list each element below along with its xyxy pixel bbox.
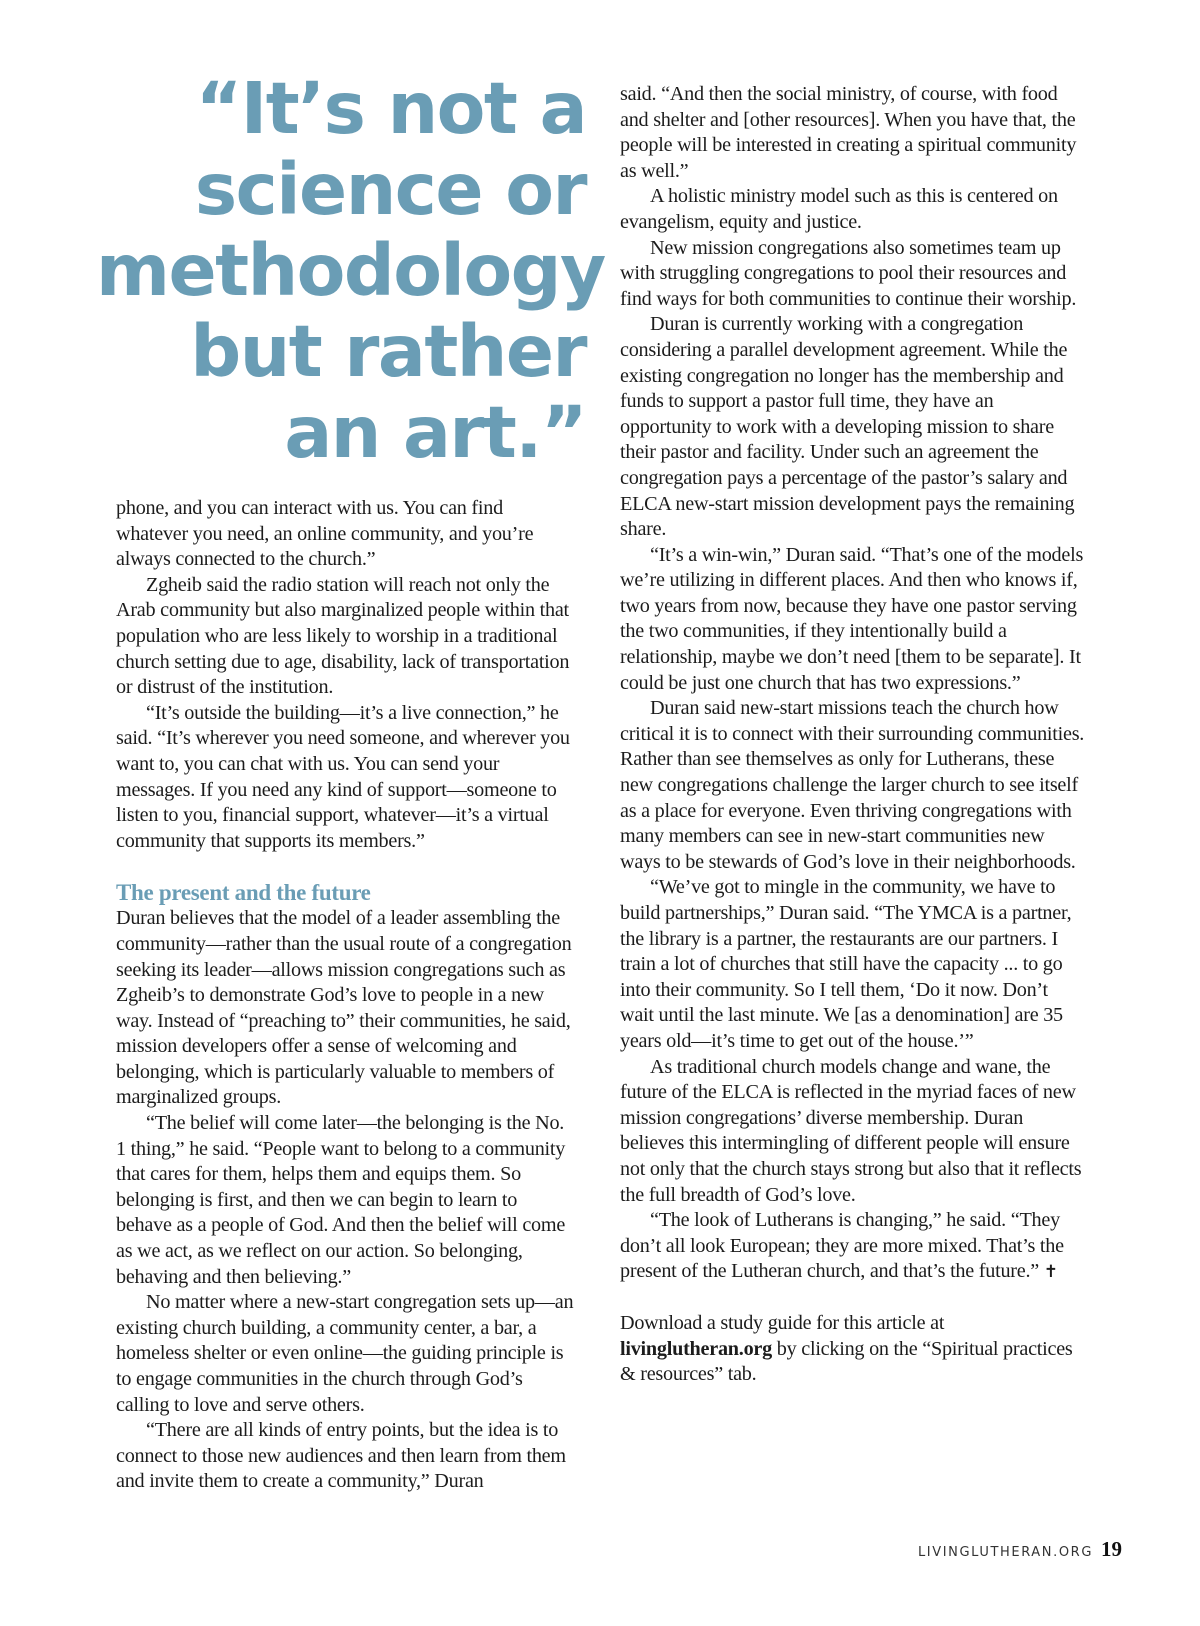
paragraph: “It’s outside the building—it’s a live connection,” he said. “It’s wherever you need someone, and wherever you want to, you can chat with us. You can send your messages. If you need any kind of support—someone to listen to you, financial support, whatever—it’s a virtual community that supports its members.” — [116, 701, 570, 852]
footer-site: LIVINGLUTHERAN.ORG — [917, 1545, 1093, 1560]
paragraph: A holistic ministry model such as this is centered on evangelism, equity and justice. — [620, 185, 1058, 233]
paragraph: As traditional church models change and wane, the future of the ELCA is reflected in the myriad faces of new mission congregations’ diverse membership. Duran believes this intermingling of different people will ensure not only that the church stays strong but also that it reflects the full breadth of God’s love. — [620, 1055, 1082, 1206]
pull-quote-line: but rather — [190, 310, 586, 393]
paragraph: Zgheib said the radio station will reach not only the Arab community but also marginalized people within that population who are less likely to worship in a traditional church setting due to age, disability, lack of transportation or distrust of the institution. — [116, 573, 570, 699]
paragraph: said. “And then the social ministry, of course, with food and shelter and [other resources]. When you have that, the people will be interested in creating a spiritual community as well.” — [620, 83, 1077, 182]
pull-quote-line: methodology — [96, 229, 605, 312]
paragraph: Duran said new-start missions teach the church how critical it is to connect with their surrounding communities. Rather than see themselves as only for Lutherans, these new congregations challenge the larger church to see itself as a place for everyone. Even thriving congregations with many members can see in new-start communities new ways to be stewards of God’s love in their neighborhoods. — [620, 697, 1085, 873]
cross-end-mark-icon: ✝ — [1043, 1262, 1058, 1283]
paragraph: phone, and you can interact with us. You can find whatever you need, an online community, and you’re always connected to the church.” — [116, 497, 534, 571]
pull-quote — [96, 67, 605, 474]
pull-quote-line: science or — [194, 148, 586, 231]
paragraph: “There are all kinds of entry points, but the idea is to connect to those new audiences and then learn from them and invite them to create a community,” Duran — [116, 1419, 566, 1493]
study-guide-note — [620, 1311, 1086, 1388]
page-footer — [918, 1537, 1122, 1562]
study-guide-text — [620, 1311, 1086, 1388]
left-column — [116, 496, 576, 1495]
study-guide-link[interactable]: livinglutheran.org — [620, 1337, 772, 1360]
paragraph: Duran believes that the model of a leader assembling the community—rather than the usual route of a congregation seeking its leader—allows mission congregations such as Zgheib’s to demonstrate God’s love to people in a new way. Instead of “preaching to” their communities, he said, mission developers offer a sense of welcoming and belonging, which is particularly valuable to members of marginalized groups. — [116, 907, 572, 1109]
right-column — [620, 82, 1086, 1388]
paragraph: Duran is currently working with a congregation considering a parallel development agreement. While the existing congregation no longer has the membership and funds to support a pastor full time, they have an opportunity to work with a developing mission to share their pastor and facility. Under such an agreement the congregation pays a percentage of the pastor’s salary and ELCA new-start mission development pays the remaining share. — [620, 313, 1075, 541]
study-guide-after: by clicking on the “Spiritual practices & resources” tab. — [620, 1337, 1073, 1386]
paragraph: No matter where a new-start congregation sets up—an existing church building, a community center, a bar, a homeless shelter or even online—the guiding principle is to engage communities in the church through God’s calling to love and serve others. — [116, 1291, 574, 1416]
pull-quote-line: “It’s not a — [195, 67, 586, 150]
final-paragraph — [620, 1208, 1086, 1286]
page-number: 19 — [1101, 1537, 1122, 1561]
paragraph-text: “The look of Lutherans is changing,” he said. “They don’t all look European; they are more mixed. That’s the present of the Lutheran church, and that’s the future.” — [620, 1209, 1064, 1283]
study-guide-before: Download a study guide for this article at — [620, 1311, 945, 1334]
section-subhead: The present and the future — [116, 880, 371, 906]
paragraph: “It’s a win-win,” Duran said. “That’s one of the models we’re utilizing in different places. And then who knows if, two years from now, because they have one pastor serving the two communities, if they intentionally build a relationship, maybe we don’t need [them to be separate]. It could be just one church that has two expressions.” — [620, 543, 1084, 694]
paragraph: “The belief will come later—the belonging is the No. 1 thing,” he said. “People want to belong to a community that cares for them, helps them and equips them. So belonging is first, and then we can begin to learn to behave as a people of God. And then the belief will come as we act, as we reflect on our action. So belonging, behaving and then believing.” — [116, 1112, 566, 1288]
paragraph: New mission congregations also sometimes team up with struggling congregations to pool their resources and find ways for both communities to continue their worship. — [620, 236, 1077, 310]
paragraph: “We’ve got to mingle in the community, we have to build partnerships,” Duran said. “The YMCA is a partner, the library is a partner, the restaurants are our partners. I train a lot of churches that still have the capacity ... to go into their community. So I tell them, ‘Do it now. Don’t wait until the last minute. We [as a denomination] are 35 years old—it’s time to get out of the house.’” — [620, 876, 1072, 1052]
pull-quote-line: an art.” — [284, 391, 586, 474]
